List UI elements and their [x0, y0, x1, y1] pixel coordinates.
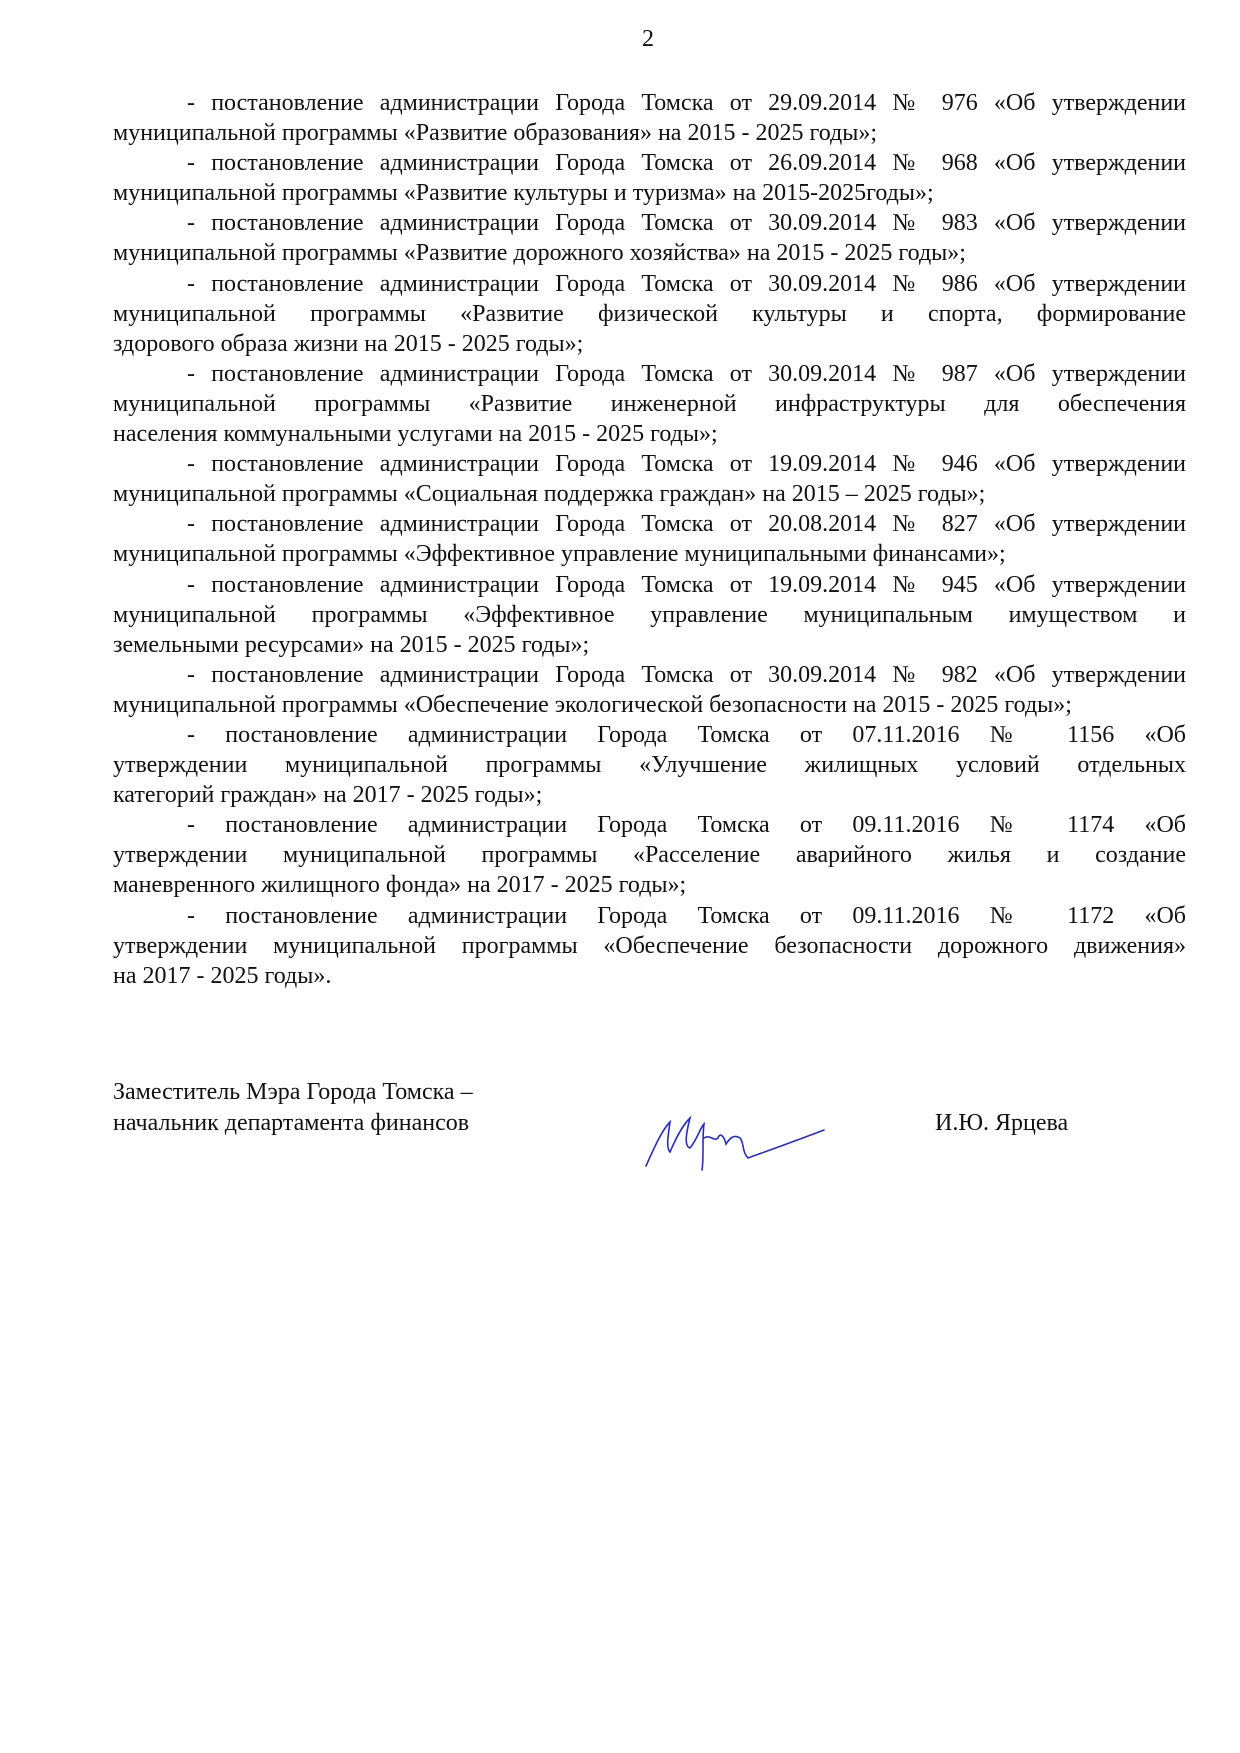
list-item — [113, 570, 1186, 660]
text-line: муниципальной программы «Обеспечение экологической безопасности на 2015 - 2025 годы»; — [113, 691, 1072, 718]
list-item — [113, 148, 1186, 208]
text-line: - постановление администрации Города Томска от 26.09.2014 № 968 «Об утверждении — [187, 150, 1186, 177]
text-line: муниципальной программы «Развитие дорожного хозяйства» на 2015 - 2025 годы»; — [113, 240, 966, 267]
list-item — [113, 509, 1186, 569]
signatory-position — [113, 1077, 473, 1138]
text-line: - постановление администрации Города Томска от 19.09.2014 № 945 «Об утверждении — [187, 571, 1186, 598]
text-line: - постановление администрации Города Томска от 30.09.2014 № 987 «Об утверждении — [187, 360, 1186, 387]
text-line: муниципальной программы «Социальная поддержка граждан» на 2015 – 2025 годы»; — [113, 481, 986, 508]
list-item — [113, 269, 1186, 359]
list-item — [113, 359, 1186, 449]
text-line: - постановление администрации Города Томска от 30.09.2014 № 986 «Об утверждении — [187, 270, 1186, 297]
text-line: утверждении муниципальной программы «Обеспечение безопасности дорожного движения» — [113, 932, 1186, 959]
text-line: муниципальной программы «Развитие физической культуры и спорта, формирование — [113, 300, 1186, 327]
page-number: 2 — [642, 26, 654, 52]
text-line: - постановление администрации Города Томска от 07.11.2016 № 1156 «Об — [187, 721, 1186, 748]
text-line: - постановление администрации Города Томска от 09.11.2016 № 1172 «Об — [187, 902, 1186, 929]
text-line: здорового образа жизни на 2015 - 2025 годы»; — [113, 330, 584, 357]
text-line: - постановление администрации Города Томска от 30.09.2014 № 982 «Об утверждении — [187, 661, 1186, 688]
text-line: - постановление администрации Города Томска от 19.09.2014 № 946 «Об утверждении — [187, 451, 1186, 478]
text-line: - постановление администрации Города Томска от 09.11.2016 № 1174 «Об — [187, 812, 1186, 839]
text-line: утверждении муниципальной программы «Расселение аварийного жилья и создание — [113, 842, 1186, 869]
position-line-2: начальник департамента финансов — [113, 1109, 470, 1136]
text-line: категорий граждан» на 2017 - 2025 годы»; — [113, 782, 543, 809]
list-item — [113, 810, 1186, 900]
signatory-name: И.Ю. Ярцева — [935, 1110, 1069, 1136]
text-line: маневренного жилищного фонда» на 2017 - 2025 годы»; — [113, 872, 687, 899]
text-line: на 2017 - 2025 годы». — [113, 962, 332, 989]
text-line: - постановление администрации Города Томска от 30.09.2014 № 983 «Об утверждении — [187, 210, 1186, 237]
text-line: муниципальной программы «Эффективное управление муниципальным имуществом и — [113, 601, 1186, 628]
list-item — [113, 208, 1186, 268]
text-line: муниципальной программы «Развитие культуры и туризма» на 2015-2025годы»; — [113, 180, 934, 207]
text-line: муниципальной программы «Развитие инженерной инфраструктуры для обеспечения — [113, 390, 1186, 417]
list-item — [113, 88, 1186, 148]
list-item — [113, 901, 1186, 991]
text-line: - постановление администрации Города Томска от 20.08.2014 № 827 «Об утверждении — [187, 511, 1186, 538]
text-line: муниципальной программы «Развитие образования» на 2015 - 2025 годы»; — [113, 120, 878, 147]
text-line: утверждении муниципальной программы «Улучшение жилищных условий отдельных — [113, 752, 1186, 779]
list-item — [113, 660, 1186, 720]
handwritten-signature — [640, 1108, 830, 1173]
position-line-1: Заместитель Мэра Города Томска – — [113, 1079, 473, 1105]
text-line: муниципальной программы «Эффективное управление муниципальными финансами»; — [113, 541, 1006, 568]
text-line: населения коммунальными услугами на 2015 - 2025 годы»; — [113, 421, 718, 448]
list-item — [113, 720, 1186, 810]
text-line: - постановление администрации Города Томска от 29.09.2014 № 976 «Об утверждении — [187, 90, 1186, 116]
list-item — [113, 449, 1186, 509]
text-line: земельными ресурсами» на 2015 - 2025 годы»; — [113, 631, 590, 658]
document-body — [113, 88, 1186, 991]
